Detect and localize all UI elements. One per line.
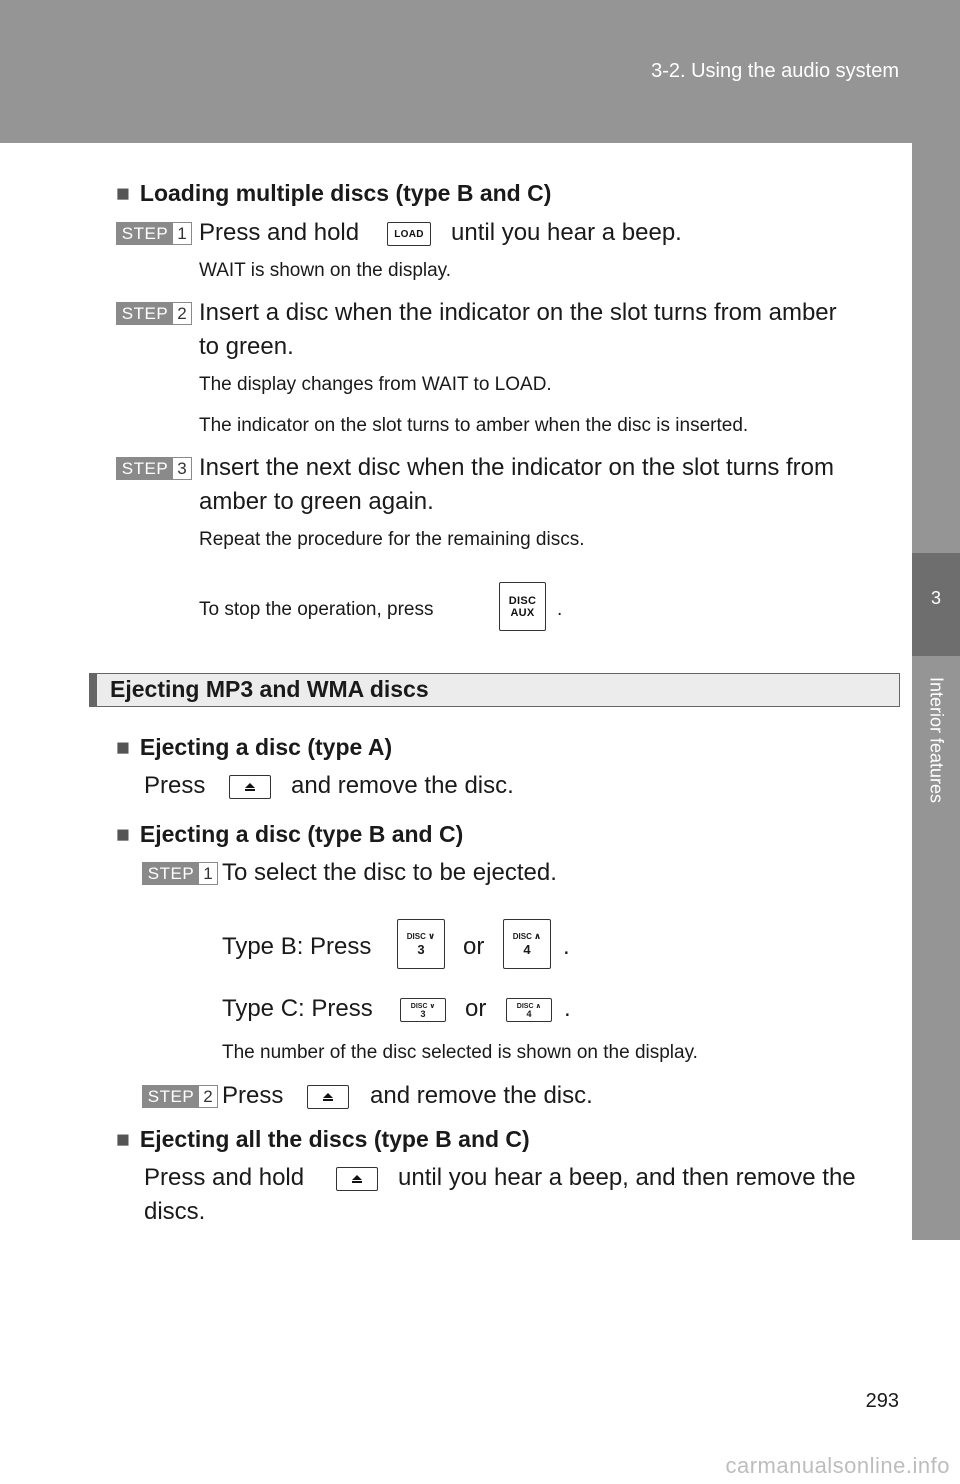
eject-all-button[interactable]: [336, 1167, 378, 1191]
eject-step2-post: and remove the disc.: [370, 1082, 593, 1109]
step-badge-3: STEP 3: [116, 457, 192, 480]
disc-up-4-small-button[interactable]: DISC ∧ 4: [506, 998, 552, 1022]
eject-a-post: and remove the disc.: [291, 772, 514, 799]
type-b-or: or: [463, 933, 485, 960]
eject-bc-heading: ■ Ejecting a disc (type B and C): [116, 821, 464, 847]
chevron-down-icon: ∨: [427, 931, 436, 941]
eject-a-heading: ■ Ejecting a disc (type A): [116, 734, 393, 760]
eject-all-heading: ■ Ejecting all the discs (type B and C): [116, 1126, 530, 1152]
eject-a-pre: Press: [144, 772, 206, 799]
eject-button-step2[interactable]: [307, 1085, 349, 1109]
type-b-period: .: [563, 933, 570, 960]
chevron-down-icon: ∨: [429, 1003, 436, 1010]
load-button[interactable]: LOAD: [387, 222, 431, 246]
eject-icon: [245, 783, 255, 791]
section-breadcrumb: 3-2. Using the audio system: [651, 60, 899, 82]
stop-text: To stop the operation, press: [199, 599, 434, 620]
chevron-up-icon: ∧: [533, 931, 542, 941]
disc-down-3-small-button[interactable]: DISC ∨ 3: [400, 998, 446, 1022]
step3-line2: amber to green again.: [199, 488, 434, 515]
step2-line2: to green.: [199, 333, 294, 360]
type-c-period: .: [564, 995, 571, 1022]
chapter-number: 3: [930, 588, 941, 608]
disc-aux-button[interactable]: DISC AUX: [499, 582, 546, 631]
disc-up-4-button[interactable]: DISC ∧ 4: [503, 919, 551, 969]
eject-step2-pre: Press: [222, 1082, 284, 1109]
step1-pre: Press and hold: [199, 219, 360, 246]
chapter-label: Interior features: [926, 676, 947, 804]
select-note: The number of the disc selected is shown on the display.: [222, 1042, 698, 1063]
chevron-up-icon: ∧: [535, 1003, 542, 1010]
eject-all-post: until you hear a beep, and then remove the: [398, 1164, 856, 1191]
eject-step-badge-1: STEP 1: [142, 862, 218, 885]
eject-step-badge-2: STEP 2: [142, 1085, 218, 1108]
eject-all-line2: discs.: [144, 1198, 206, 1225]
bullet-square-icon: ■: [116, 821, 130, 847]
step-badge-2: STEP 2: [116, 302, 192, 325]
section-title: Ejecting MP3 and WMA discs: [110, 676, 429, 702]
disc-down-3-button[interactable]: DISC ∨ 3: [397, 919, 445, 969]
step2-note-1: The display changes from WAIT to LOAD.: [199, 374, 552, 395]
step3-line1: Insert the next disc when the indicator on the slot turns from: [199, 454, 834, 481]
step2-line1: Insert a disc when the indicator on the slot turns from amber: [199, 299, 837, 326]
eject-icon: [352, 1175, 362, 1183]
eject-button[interactable]: [229, 775, 271, 799]
stop-period: .: [557, 599, 563, 620]
eject-icon: [323, 1093, 333, 1101]
step1-post: until you hear a beep.: [451, 219, 682, 246]
step-badge-1: STEP 1: [116, 222, 192, 245]
loading-heading: ■ Loading multiple discs (type B and C): [116, 180, 552, 206]
bullet-square-icon: ■: [116, 734, 130, 760]
eject-step1-text: To select the disc to be ejected.: [222, 859, 557, 886]
type-c-text: Type C: Press: [222, 995, 373, 1022]
type-c-or: or: [465, 995, 487, 1022]
page-number: 293: [865, 1390, 899, 1412]
step3-note: Repeat the procedure for the remaining discs.: [199, 529, 585, 550]
bullet-square-icon: ■: [116, 1126, 130, 1152]
step2-note-2: The indicator on the slot turns to amber when the disc is inserted.: [199, 415, 749, 436]
step1-note: WAIT is shown on the display.: [199, 260, 452, 281]
bullet-square-icon: ■: [116, 180, 130, 206]
watermark: carmanualsonline.info: [725, 1453, 950, 1478]
eject-all-pre: Press and hold: [144, 1164, 305, 1191]
type-b-text: Type B: Press: [222, 933, 372, 960]
